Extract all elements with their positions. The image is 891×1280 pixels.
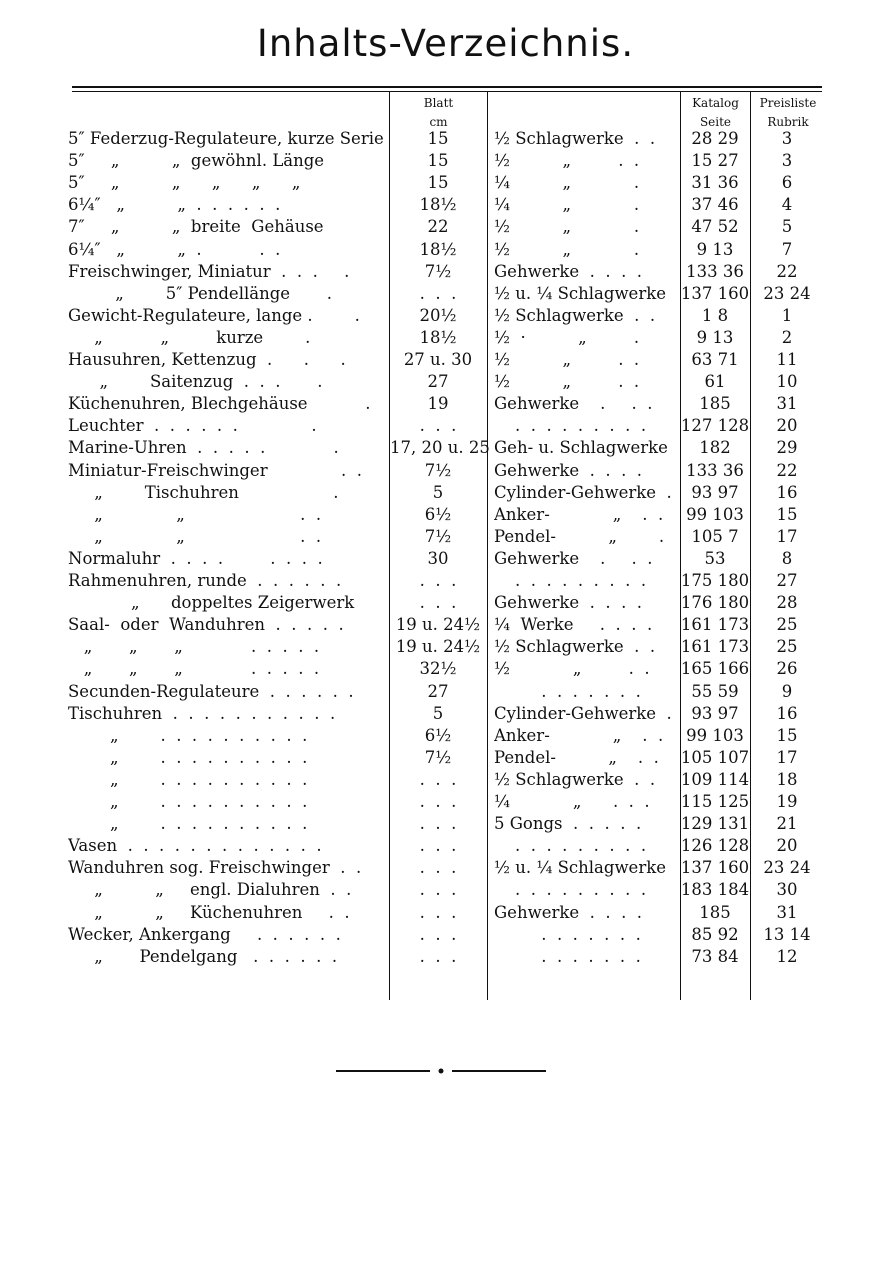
row-name: 5″ „ „ gewöhnl. Länge [68, 151, 325, 171]
table-row [0, 194, 891, 216]
row-rubrik: 16 [776, 703, 798, 723]
row-blatt: . . . [419, 924, 457, 944]
row-blatt: . . . [419, 571, 457, 590]
row-werk: Geh- u. Schlagwerke [494, 438, 668, 458]
row-werk: . . . . . . . . . [494, 416, 647, 436]
row-name: Miniatur-Freischwinger . . [68, 460, 362, 480]
row-werk: ½ „ . . [494, 151, 640, 171]
row-werk: Gehwerke . . . . [494, 261, 643, 281]
table-row [0, 879, 891, 901]
row-rubrik: 27 [776, 571, 798, 590]
row-blatt: 18½ [419, 327, 457, 347]
row-seite: 53 [704, 548, 726, 568]
row-rubrik: 3 [781, 151, 793, 171]
table-row [0, 636, 891, 658]
row-rubrik: 15 [776, 504, 798, 524]
row-rubrik: 3 [781, 129, 793, 148]
row-rubrik: 5 [781, 217, 793, 237]
row-werk: ½ u. ¼ Schlagwerke [494, 283, 666, 303]
row-blatt: 6½ [424, 504, 452, 524]
row-seite: 109 114 [680, 769, 750, 789]
row-blatt: . . . [419, 416, 457, 436]
row-werk: ¼ „ . [494, 173, 640, 193]
row-name: Gewicht-Regulateure, lange . . [68, 305, 360, 325]
row-werk: Gehwerke . . . . [494, 593, 643, 613]
row-name: 6¼″ „ „ . . . [68, 239, 281, 259]
row-name: „ „ . . [68, 504, 322, 524]
row-rubrik: 1 [781, 305, 793, 325]
row-werk: Anker- „ . . [494, 504, 664, 524]
header-rubrik [751, 94, 825, 132]
table-row [0, 813, 891, 835]
row-seite: 115 125 [680, 792, 750, 811]
row-rubrik: 13 14 [763, 924, 811, 944]
row-seite: 37 46 [691, 195, 739, 215]
row-seite: 47 52 [691, 217, 739, 237]
row-name: „ . . . . . . . . . . [68, 725, 308, 745]
row-blatt: 15 [427, 151, 449, 171]
table-row [0, 128, 891, 150]
row-rubrik: 20 [776, 416, 798, 436]
row-rubrik: 17 [776, 747, 798, 767]
row-name: „ . . . . . . . . . . [68, 769, 308, 789]
row-werk: Cylinder-Gehwerke . [494, 703, 672, 723]
row-seite: 99 103 [686, 504, 744, 524]
row-blatt: 22 [427, 217, 449, 237]
row-blatt: . . . [419, 880, 457, 900]
table-row [0, 924, 891, 946]
row-blatt: 17, 20 u. 25 [390, 438, 490, 458]
row-seite: 61 [704, 372, 726, 392]
row-name: Küchenuhren, Blechgehäuse . [68, 394, 371, 414]
row-blatt: . . . [419, 902, 457, 922]
table-row [0, 946, 891, 968]
row-name: „ doppeltes Zeigerwerk [68, 593, 355, 613]
table-row [0, 460, 891, 482]
row-name: „ . . . . . . . . . . [68, 792, 308, 811]
row-blatt: 19 u. 24½ [395, 615, 481, 635]
row-name: „ Pendelgang . . . . . . [68, 946, 338, 966]
row-name: 7″ „ „ breite Gehäuse [68, 217, 324, 237]
header-rubrik-sub: Rubrik [767, 115, 809, 129]
header-seite [681, 94, 750, 132]
row-blatt: 30 [427, 548, 449, 568]
row-werk: ½ Schlagwerke . . [494, 769, 656, 789]
table-row [0, 504, 891, 526]
row-werk: ½ „ . . [494, 372, 640, 392]
table-row [0, 725, 891, 747]
row-blatt: . . . [419, 769, 457, 789]
table-row [0, 791, 891, 813]
table-row [0, 482, 891, 504]
table-row [0, 747, 891, 769]
row-name: Hausuhren, Kettenzug . . . [68, 350, 346, 369]
header-blatt [390, 94, 487, 132]
row-blatt: . . . [419, 593, 457, 613]
row-seite: 161 173 [680, 615, 750, 635]
row-seite: 133 36 [686, 460, 744, 480]
row-werk: ¼ „ . [494, 195, 640, 215]
row-rubrik: 7 [781, 239, 793, 259]
row-name: Wanduhren sog. Freischwinger . . [68, 858, 362, 878]
row-rubrik: 18 [776, 769, 798, 789]
header-seite-sub: Seite [699, 115, 732, 129]
row-seite: 28 29 [691, 129, 739, 148]
row-name: „ Saitenzug . . . . [68, 372, 323, 392]
row-rubrik: 12 [776, 946, 798, 966]
row-seite: 185 [699, 394, 731, 414]
row-werk: Gehwerke . . . [494, 548, 653, 568]
row-werk: ½ „ . [494, 217, 640, 237]
row-rubrik: 8 [781, 548, 793, 568]
row-blatt: 15 [427, 173, 449, 193]
row-werk: ½ Schlagwerke . . [494, 129, 656, 148]
row-rubrik: 10 [776, 372, 798, 392]
row-seite: 183 184 [680, 880, 750, 900]
row-rubrik: 4 [781, 195, 793, 215]
row-seite: 137 160 [680, 858, 750, 878]
row-werk: ½ „ . . [494, 350, 640, 369]
row-werk: Gehwerke . . . [494, 394, 653, 414]
header-blatt-label: Blatt [423, 96, 454, 110]
row-blatt: 7½ [424, 261, 452, 281]
header-seite-label: Katalog [692, 96, 739, 110]
row-werk: ½ Schlagwerke . . [494, 637, 656, 657]
table-row [0, 393, 891, 415]
row-werk: Pendel- „ . [494, 526, 665, 546]
row-blatt: 15 [427, 129, 449, 148]
row-name: „ „ engl. Dialuhren . . [68, 880, 352, 900]
row-name: „ „ . . [68, 526, 322, 546]
row-seite: 133 36 [686, 261, 744, 281]
row-rubrik: 11 [776, 350, 798, 369]
row-werk: . . . . . . . [494, 681, 641, 701]
table-row [0, 592, 891, 614]
row-werk: Gehwerke . . . . [494, 460, 643, 480]
row-rubrik: 23 24 [763, 858, 811, 878]
row-blatt: . . . [419, 946, 457, 966]
table-row [0, 415, 891, 437]
table-row [0, 835, 891, 857]
row-seite: 63 71 [691, 350, 739, 369]
row-blatt: . . . [419, 814, 457, 834]
row-seite: 126 128 [680, 836, 750, 856]
row-seite: 127 128 [680, 416, 750, 436]
row-name: 5″ Federzug-Regulateure, kurze Serie [68, 129, 384, 148]
row-werk: Anker- „ . . [494, 725, 664, 745]
row-seite: 161 173 [680, 637, 750, 657]
row-rubrik: 15 [776, 725, 798, 745]
row-name: Normaluhr . . . . . . . . [68, 548, 323, 568]
table-row [0, 857, 891, 879]
row-rubrik: 26 [776, 659, 798, 679]
row-seite: 73 84 [691, 946, 739, 966]
row-seite: 93 97 [691, 703, 739, 723]
row-rubrik: 2 [781, 327, 793, 347]
table-row [0, 150, 891, 172]
row-seite: 15 27 [691, 151, 739, 171]
row-blatt: 5 [432, 703, 444, 723]
table-row [0, 658, 891, 680]
row-blatt: 19 u. 24½ [395, 637, 481, 657]
table-row [0, 172, 891, 194]
row-rubrik: 31 [776, 394, 798, 414]
table-row [0, 570, 891, 592]
row-seite: 55 59 [691, 681, 739, 701]
row-seite: 9 13 [696, 327, 734, 347]
row-werk: ½ „ . . [494, 659, 650, 679]
row-name: Tischuhren . . . . . . . . . . . [68, 703, 336, 723]
row-blatt: . . . [419, 858, 457, 878]
row-blatt: . . . [419, 283, 457, 303]
table-row [0, 526, 891, 548]
row-werk: . . . . . . . . . [494, 571, 647, 590]
table-row [0, 769, 891, 791]
row-name: „ . . . . . . . . . . [68, 814, 308, 834]
row-werk: ½ · „ . [494, 327, 640, 347]
row-blatt: . . . [419, 792, 457, 811]
row-rubrik: 6 [781, 173, 793, 193]
row-werk: ½ Schlagwerke . . [494, 305, 656, 325]
row-werk: 5 Gongs . . . . . [494, 814, 642, 834]
row-name: Freischwinger, Miniatur . . . . [68, 261, 350, 281]
row-name: „ „ kurze . [68, 327, 311, 347]
row-seite: 99 103 [686, 725, 744, 745]
row-name: Marine-Uhren . . . . . . [68, 438, 339, 458]
table-row [0, 239, 891, 261]
row-name: „ „ „ . . . . . [68, 637, 320, 657]
row-name: „ „ Küchenuhren . . [68, 902, 350, 922]
row-seite: 137 160 [680, 283, 750, 303]
header-blatt-unit: cm [429, 115, 448, 129]
row-name: Vasen . . . . . . . . . . . . . [68, 836, 322, 856]
row-blatt: . . . [419, 836, 457, 856]
row-blatt: 20½ [419, 305, 457, 325]
row-werk: Pendel- „ . . [494, 747, 659, 767]
table-row [0, 327, 891, 349]
row-seite: 176 180 [680, 593, 750, 613]
page-title: Inhalts-Verzeichnis. [256, 22, 635, 65]
row-werk: . . . . . . . . . [494, 836, 647, 856]
row-blatt: 27 u. 30 [403, 350, 473, 369]
row-rubrik: 28 [776, 593, 798, 613]
table-row [0, 703, 891, 725]
table-row [0, 349, 891, 371]
row-blatt: 27 [427, 372, 449, 392]
row-rubrik: 19 [776, 792, 798, 811]
table-row [0, 283, 891, 305]
row-name: „ „ „ . . . . . [68, 659, 320, 679]
row-blatt: 19 [427, 394, 449, 414]
row-seite: 165 166 [680, 659, 750, 679]
end-ornament [336, 1068, 546, 1074]
row-werk: ½ „ . [494, 239, 640, 259]
row-seite: 175 180 [680, 571, 750, 590]
row-seite: 105 7 [691, 526, 739, 546]
row-blatt: 7½ [424, 747, 452, 767]
table-row [0, 371, 891, 393]
row-seite: 31 36 [691, 173, 739, 193]
row-rubrik: 22 [776, 261, 798, 281]
row-blatt: 32½ [419, 659, 457, 679]
row-rubrik: 31 [776, 902, 798, 922]
row-werk: Cylinder-Gehwerke . [494, 482, 672, 502]
row-seite: 85 92 [691, 924, 739, 944]
table-row [0, 614, 891, 636]
row-seite: 185 [699, 902, 731, 922]
row-blatt: 5 [432, 482, 444, 502]
row-blatt: 18½ [419, 239, 457, 259]
row-blatt: 27 [427, 681, 449, 701]
row-rubrik: 29 [776, 438, 798, 458]
row-seite: 93 97 [691, 482, 739, 502]
row-seite: 1 8 [701, 305, 729, 325]
row-werk: ½ u. ¼ Schlagwerke [494, 858, 666, 878]
row-rubrik: 30 [776, 880, 798, 900]
row-seite: 105 107 [680, 747, 750, 767]
row-werk: ¼ „ . . . [494, 792, 650, 811]
row-blatt: 18½ [419, 195, 457, 215]
row-werk: . . . . . . . [494, 946, 641, 966]
row-werk: ¼ Werke . . . . [494, 615, 653, 635]
row-seite: 129 131 [680, 814, 750, 834]
table-row [0, 216, 891, 238]
table-row [0, 261, 891, 283]
row-blatt: 6½ [424, 725, 452, 745]
row-name: „ Tischuhren . [68, 482, 339, 502]
row-rubrik: 23 24 [763, 283, 811, 303]
table-row [0, 681, 891, 703]
row-name: Saal- oder Wanduhren . . . . . [68, 615, 344, 635]
row-rubrik: 16 [776, 482, 798, 502]
row-name: 6¼″ „ „ . . . . . . [68, 195, 281, 215]
row-rubrik: 20 [776, 836, 798, 856]
row-werk: . . . . . . . [494, 924, 641, 944]
row-name: 5″ „ „ „ „ „ [68, 173, 301, 193]
row-seite: 182 [699, 438, 731, 458]
row-rubrik: 25 [776, 637, 798, 657]
row-werk: . . . . . . . . . [494, 880, 647, 900]
row-name: Leuchter . . . . . . . [68, 416, 317, 436]
row-name: Rahmenuhren, runde . . . . . . [68, 571, 342, 590]
row-name: „ . . . . . . . . . . [68, 747, 308, 767]
top-rule-thin [72, 91, 822, 92]
row-seite: 9 13 [696, 239, 734, 259]
table-row [0, 437, 891, 459]
table-row [0, 902, 891, 924]
row-rubrik: 25 [776, 615, 798, 635]
row-rubrik: 22 [776, 460, 798, 480]
header-rubrik-label: Preisliste [759, 96, 817, 110]
row-name: „ 5″ Pendellänge . [68, 283, 332, 303]
row-name: Wecker, Ankergang . . . . . . [68, 924, 341, 944]
row-name: Secunden-Regulateure . . . . . . [68, 681, 354, 701]
table-row [0, 548, 891, 570]
row-blatt: 7½ [424, 460, 452, 480]
top-rule-thick [72, 86, 822, 88]
row-blatt: 7½ [424, 526, 452, 546]
row-rubrik: 21 [776, 814, 798, 834]
row-rubrik: 9 [781, 681, 793, 701]
row-rubrik: 17 [776, 526, 798, 546]
table-row [0, 305, 891, 327]
row-werk: Gehwerke . . . . [494, 902, 643, 922]
